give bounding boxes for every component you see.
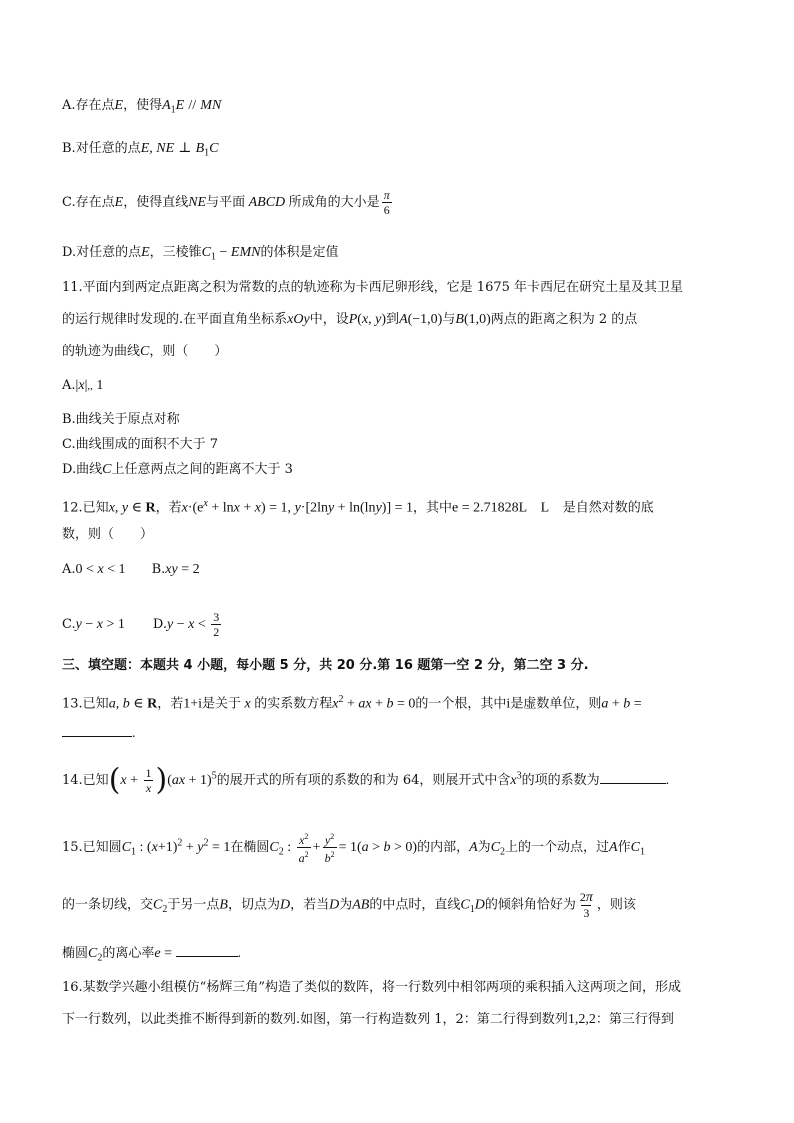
q11-option-c: C.曲线围成的面积不大于 7 <box>62 437 219 452</box>
q15-line2: 的一条切线，交$C_2$于另一点B，切点为D，若当D为AB的中点时，直线$C_1D$的倾斜角恰好为 $\frac{2\pi}{3}$ ，则该 <box>62 890 636 920</box>
q11-line3: 的轨迹为曲线C，则（ ） <box>62 344 228 359</box>
fraction-y2-over-b2: $\frac{y^2}{b^2}$ <box>324 832 335 865</box>
fraction-2pi-over-3: $\frac{2\pi}{3}$ <box>579 890 593 920</box>
q12-options-ab: A.0 < x < 1 B.xy = 2 <box>62 562 200 577</box>
q13-answer-line: . <box>62 722 754 744</box>
q10-option-d: D.对任意的点E，三棱锥$C_1$ − EMN的体积是定值 <box>62 245 339 263</box>
q10-option-b: B.对任意的点E, NE ⊥ $B_1C$ <box>62 141 219 159</box>
q13-answer-blank[interactable] <box>62 722 132 737</box>
q16-line2: 下一行数列，以此类推不断得到新的数列.如图，第一行构造数列 1，2：第二行得到数列1,2,2：第三行得到 <box>62 1012 674 1027</box>
q13-line1: 13.已知a, b ∈ R，若1+i是关于 x 的实系数方程$x^2$ + ax + b = 0的一个根，其中i是虚数单位，则a + b = <box>62 694 642 712</box>
q15-line1: 15.已知圆$C_1$ : $(x+1)^2 + y^2 = 1$在椭圆$C_2$ : $\frac{x^2}{a^2}$ + $\frac{y^2}{b^2}$ = 1(a > b > 0)的内部，A为$C_2$上的一个动点，过A作$C_1$ <box>62 832 645 865</box>
q12-line2: 数，则（ ） <box>62 527 154 542</box>
q12-options-cd: C.y − x > 1 D.y − x < $\frac{3}{2}$ <box>62 610 220 639</box>
q11-line2: 的运行规律时发现的.在平面直角坐标系xOy中，设P(x, y)到A(−1,0)与B(1,0)两点的距离之积为 2 的点 <box>62 312 638 327</box>
section-3-heading: 三、填空题：本题共 4 小题，每小题 5 分，共 20 分.第 16 题第一空 2 分，第二空 3 分. <box>62 658 589 673</box>
q11-option-a: A.|x|,, 1 <box>62 378 104 393</box>
q14-line1: 14.已知(x + $\frac{1}{x}$ )(ax + 1)$^5$的展开式的所有项的系数的和为 64，则展开式中含$x^3$的项的系数为 . <box>62 762 670 798</box>
fraction-x2-over-a2: $\frac{x^2}{a^2}$ <box>298 832 309 865</box>
q12-line1: 12.已知x, y ∈ R，若$x\cdot(e^x + \ln x + x) = 1$, y·[2lny + ln(lny)] = 1，其中e = 2.71828L L 是自然对数的底 <box>62 498 654 516</box>
q10-option-c: C.存在点E，使得直线NE与平面 ABCD 所成角的大小是 $\frac{\pi}{6}$ <box>62 188 390 217</box>
fraction-1-over-x: $\frac{1}{x}$ <box>145 766 152 795</box>
q11-option-b: B.曲线关于原点对称 <box>62 412 180 427</box>
q10-option-a: A.存在点E，使得$A_1E$ // MN <box>62 98 222 116</box>
q11-option-d: D.曲线C上任意两点之间的距离不大于 3 <box>62 462 293 477</box>
q15-line3: 椭圆$C_2$的离心率e = . <box>62 942 754 969</box>
fraction-pi-over-6: $\frac{\pi}{6}$ <box>383 188 390 217</box>
q14-answer-blank[interactable] <box>600 769 666 784</box>
q11-line1: 11.平面内到两定点距离之积为常数的点的轨迹称为卡西尼卵形线，它是 1675 年卡西尼在研究土星及其卫星 <box>62 280 684 295</box>
q16-line1: 16.某数学兴趣小组模仿“杨辉三角”构造了类似的数阵，将一行数列中相邻两项的乘积插入这两项之间，形成 <box>62 980 681 995</box>
q15-answer-blank[interactable] <box>176 942 238 957</box>
fraction-3-over-2: $\frac{3}{2}$ <box>213 610 220 639</box>
